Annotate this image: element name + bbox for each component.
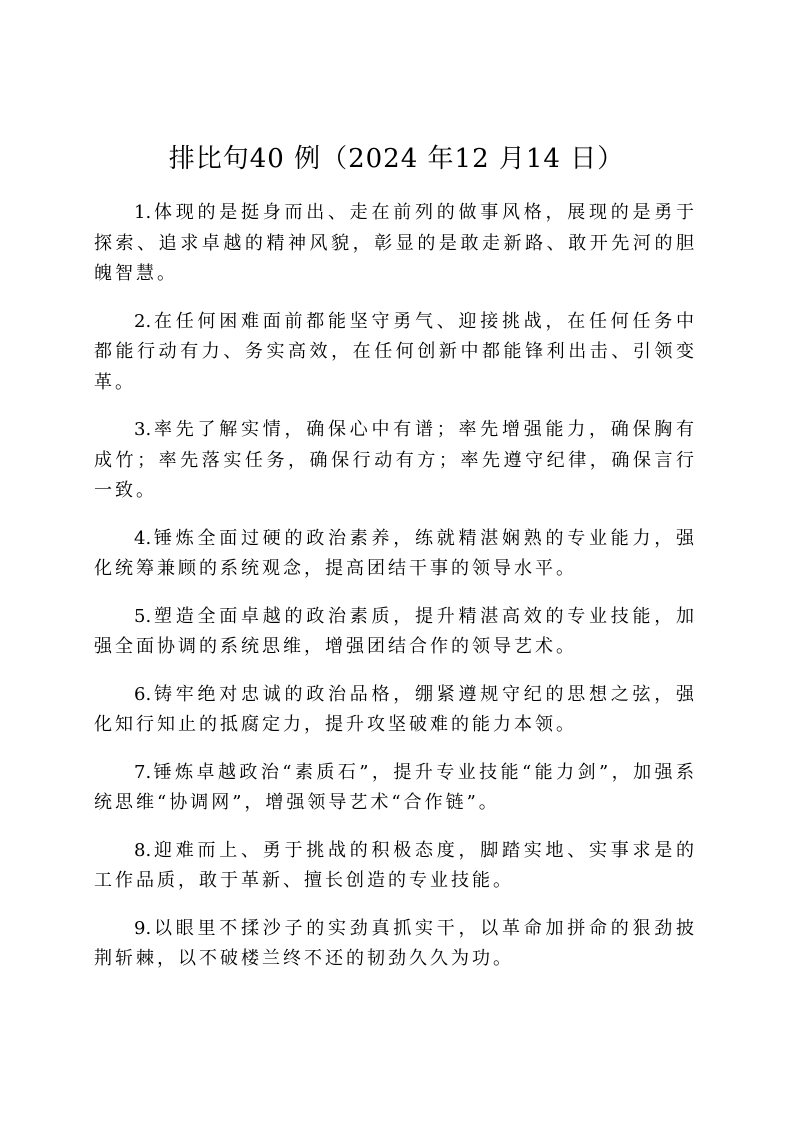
item-text: 体现的是挺身而出、走在前列的做事风格，展现的是勇于探索、追求卓越的精神风貌，彰显的是敢走新路、敢开先河的胆魄智慧。 bbox=[94, 202, 697, 284]
item-number: 6. bbox=[134, 683, 152, 705]
item-number: 9. bbox=[134, 917, 152, 939]
item-text: 锤炼卓越政治“素质石”，提升专业技能“能力剑”，加强系统思维“协调网”，增强领导艺术“合作链”。 bbox=[94, 761, 697, 813]
item-text: 以眼里不揉沙子的实劲真抓实干，以革命加拼命的狠劲披荆斩棘，以不破楼兰终不还的韧劲久久为功。 bbox=[94, 917, 697, 969]
item-number: 8. bbox=[134, 839, 152, 861]
paragraph-1 bbox=[94, 198, 697, 290]
item-text: 铸牢绝对忠诚的政治品格，绷紧遵规守纪的思想之弦，强化知行知止的抵腐定力，提升攻坚破难的能力本领。 bbox=[94, 683, 697, 735]
paragraph-7 bbox=[94, 758, 697, 819]
paragraph-3 bbox=[94, 415, 697, 507]
item-number: 5. bbox=[134, 605, 152, 627]
item-number: 4. bbox=[134, 527, 152, 549]
item-text: 在任何困难面前都能坚守勇气、迎接挑战，在任何任务中都能行动有力、务实高效，在任何创新中都能锋利出击、引领变革。 bbox=[94, 310, 697, 393]
item-text: 塑造全面卓越的政治素质，提升精湛高效的专业技能，加强全面协调的系统思维，增强团结合作的领导艺术。 bbox=[94, 605, 697, 657]
item-number: 7. bbox=[134, 761, 152, 783]
paragraph-4 bbox=[94, 524, 697, 585]
item-number: 1. bbox=[134, 202, 152, 223]
item-number: 3. bbox=[134, 419, 152, 440]
item-text: 率先了解实情，确保心中有谱；率先增强能力，确保胸有成竹；率先落实任务，确保行动有方；率先遵守纪律，确保言行一致。 bbox=[94, 419, 697, 501]
item-number: 2. bbox=[134, 310, 152, 332]
item-text: 迎难而上、勇于挑战的积极态度，脚踏实地、实事求是的工作品质，敢于革新、擅长创造的专业技能。 bbox=[94, 839, 697, 891]
document-body bbox=[94, 198, 697, 992]
paragraph-5 bbox=[94, 602, 697, 663]
paragraph-6 bbox=[94, 680, 697, 741]
item-text: 锤炼全面过硬的政治素养，练就精湛娴熟的专业能力，强化统筹兼顾的系统观念，提高团结干事的领导水平。 bbox=[94, 527, 697, 579]
paragraph-2 bbox=[94, 307, 697, 399]
paragraph-9 bbox=[94, 914, 697, 975]
paragraph-8 bbox=[94, 836, 697, 897]
page-title: 排比句40 例（2024 年12 月14 日） bbox=[168, 144, 625, 174]
